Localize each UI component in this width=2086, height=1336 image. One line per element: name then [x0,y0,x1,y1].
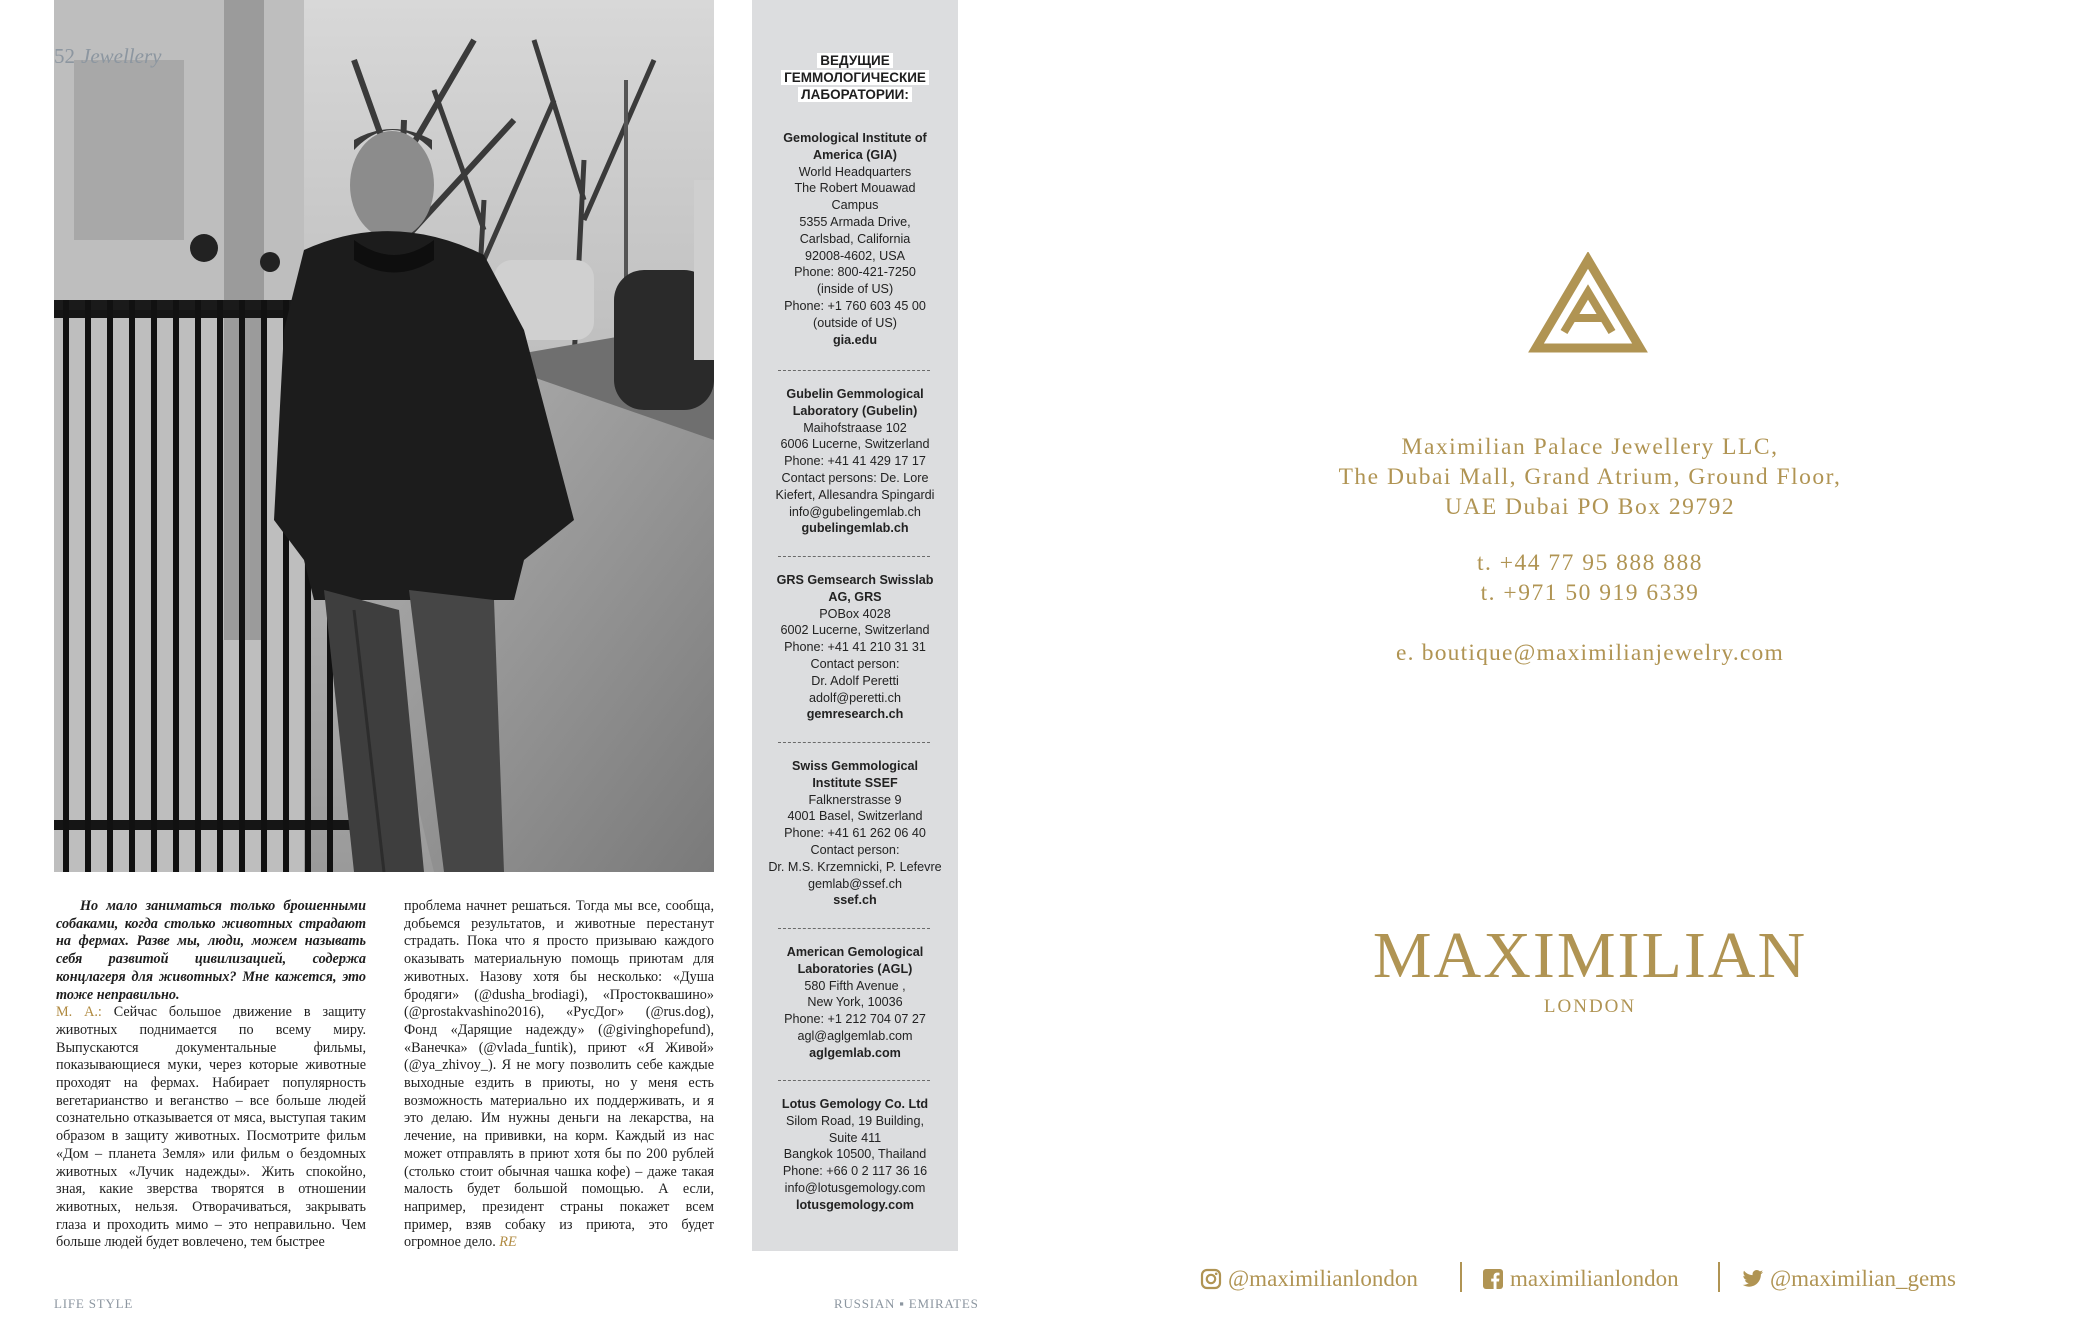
lab-entry-gia: Gemological Institute of America (GIA) World Headquarters The Robert Mouawad Campus 5355 Armada Drive, Carlsbad, California 92008-4602, USA Phone: 800-421-7250 (inside of US) Phone: +1 760 603 45 00 (outside of US) gia.edu [766,130,944,348]
lab-entry-agl: American Gemological Laboratories (AGL) 580 Fifth Avenue , New York, 10036 Phone: +1 212 704 07 27 agl@aglgemlab.com aglgemlab.com [766,944,944,1062]
instagram-handle[interactable]: @maximilianlondon [1200,1264,1418,1294]
lab-name: Gubelin Gemmological Laboratory (Gubelin) [786,387,924,418]
divider [778,556,930,557]
lab-name: Swiss Gemmological Institute SSEF [792,759,918,790]
brand-location: LONDON [1543,996,1637,1017]
lab-website-link[interactable]: aglgemlab.com [809,1045,901,1060]
lab-website-link[interactable]: gemresearch.ch [806,707,904,722]
article-answer-part-1: Сейчас большое движение в защиту животных поднимается по всему миру. Выпускаются документальные фильмы, показывающиеся муки, через которые животные проходят на фермах. Набирает популярность вегетарианство и веганство – все больше людей сознательно отказывается от мяса, выступая таким образом в защиту животных. Посмотрите фильм «Дом – планета Земля» или фильм о бездомных животных «Лучик надежды». Жить спокойно, зная, какие зверства творятся в отношении животных, нельзя. Отворачиваться, закрывать глаза и проходить мимо – это неправильно. Чем больше людей будет вовлечено, тем быстрее [56,1004,366,1251]
portrait-photo [54,0,714,872]
divider [1460,1262,1462,1292]
lab-website-link[interactable]: gubelingemlab.ch [801,521,909,536]
section-name: Jewellery [81,44,162,68]
sidebar-title: ВЕДУЩИЕ ГЕММОЛОГИЧЕСКИЕ ЛАБОРАТОРИИ: [774,52,936,103]
page-number: 52 [54,44,75,68]
facebook-icon [1482,1268,1504,1290]
brand-wordmark: MAXIMILIAN [1372,919,1808,992]
facebook-handle[interactable]: maximilianlondon [1482,1264,1679,1294]
phone-uk[interactable]: t. +44 77 95 888 888 [1476,550,1704,576]
page-header [54,44,161,69]
article-column-1 [56,898,366,1252]
lab-name: GRS Gemsearch Swisslab AG, GRS [776,573,934,604]
phone-numbers [1240,548,1940,608]
maximilian-logo-icon [1528,252,1648,359]
lab-entry-ssef: Swiss Gemmological Institute SSEF Falknerstrasse 9 4001 Basel, Switzerland Phone: +41 61 262 06 40 Contact person: Dr. M.S. Krzemnicki, P. Lefevre gemlab@ssef.ch ssef.ch [766,758,944,909]
article-column-2 [404,898,714,1252]
lab-website-link[interactable]: gia.edu [832,332,878,347]
instagram-icon [1200,1268,1222,1290]
lab-website-link[interactable]: lotusgemology.com [795,1197,915,1212]
phone-uae[interactable]: t. +971 50 919 6339 [1480,580,1700,606]
end-mark: RE [499,1234,517,1251]
article-answer-part-2: проблема начнет решаться. Тогда мы все, сообща, добьемся результатов, и животные перестанут страдать. Пока что я просто призываю каждого оказывать материальную помощь приютам для животных. Назову хотя бы несколько: «Душа бродяги» (@dusha_brodiagi), «Простоквашино» (@prostakvashino2016), «РусДог» (@rus.dog), Фонд «Дарящие надежду» (@givinghopefund), «Ванечка» (@vlada_funtik), приют «Я Живой» (@ya_zhivoy_). Я не могу позволить себе каждые выходные ездить в приюты, но у меня есть возможность материально их поддерживать, и я это делаю. Им нужны деньги на лекарства, на лечение, на прививки, на корм. Каждый из нас может отправлять в приют хотя бы по 200 рублей (столько стоит обычная чашка кофе) – даже такая малость будет большой помощью. А если, например, президент страны покажет всем пример, взяв собаку из приюта, это будет огромное дело. [404,898,714,1251]
divider [778,370,930,371]
divider [1718,1262,1720,1292]
lab-name: American Gemological Laboratories (AGL) [786,945,924,976]
divider [778,928,930,929]
lab-entry-grs: GRS Gemsearch Swisslab AG, GRS POBox 4028 6002 Lucerne, Switzerland Phone: +41 41 210 31 31 Contact person: Dr. Adolf Peretti adolf@peretti.ch gemresearch.ch [766,572,944,723]
lab-entry-gubelin: Gubelin Gemmological Laboratory (Gubelin) Maihofstraase 102 6006 Lucerne, Switzerland Phone: +41 41 429 17 17 Contact persons: De. Lore Kiefert, Allesandra Spingardi info@gubelingemlab.ch gubelingemlab.ch [766,386,944,537]
lab-entry-lotus: Lotus Gemology Co. Ltd Silom Road, 19 Building, Suite 411 Bangkok 10500, Thailand Phone: +66 0 2 117 36 16 info@lotusgemology.com lotusgemology.com [766,1096,944,1214]
lab-name: Gemological Institute of America (GIA) [783,131,927,162]
boutique-address: Maximilian Palace Jewellery LLC, The Dubai Mall, Grand Atrium, Ground Floor, UAE Dubai PO Box 29792 [1338,434,1842,520]
twitter-icon [1742,1269,1764,1289]
divider [778,1080,930,1081]
speaker-label: М. А.: [56,1004,102,1021]
footer-magazine: RUSSIAN ▪ EMIRATES [834,1296,979,1311]
lab-website-link[interactable]: ssef.ch [833,893,877,908]
twitter-handle[interactable]: @maximilian_gems [1742,1264,1956,1294]
article-lead: Но мало заниматься только брошенными собаками, когда столько животных страдают на фермах. Разве мы, люди, можем называть себя развитой цивилизацией, содержа концлагеря для животных? Мне кажется, это тоже неправильно. [56,898,366,1003]
footer-section: LIFE STYLE [54,1296,134,1311]
boutique-email[interactable]: e. boutique@maximilianjewelry.com [1396,640,1784,666]
lab-name: Lotus Gemology Co. Ltd [781,1097,929,1111]
labs-sidebar [752,0,958,1251]
divider [778,742,930,743]
